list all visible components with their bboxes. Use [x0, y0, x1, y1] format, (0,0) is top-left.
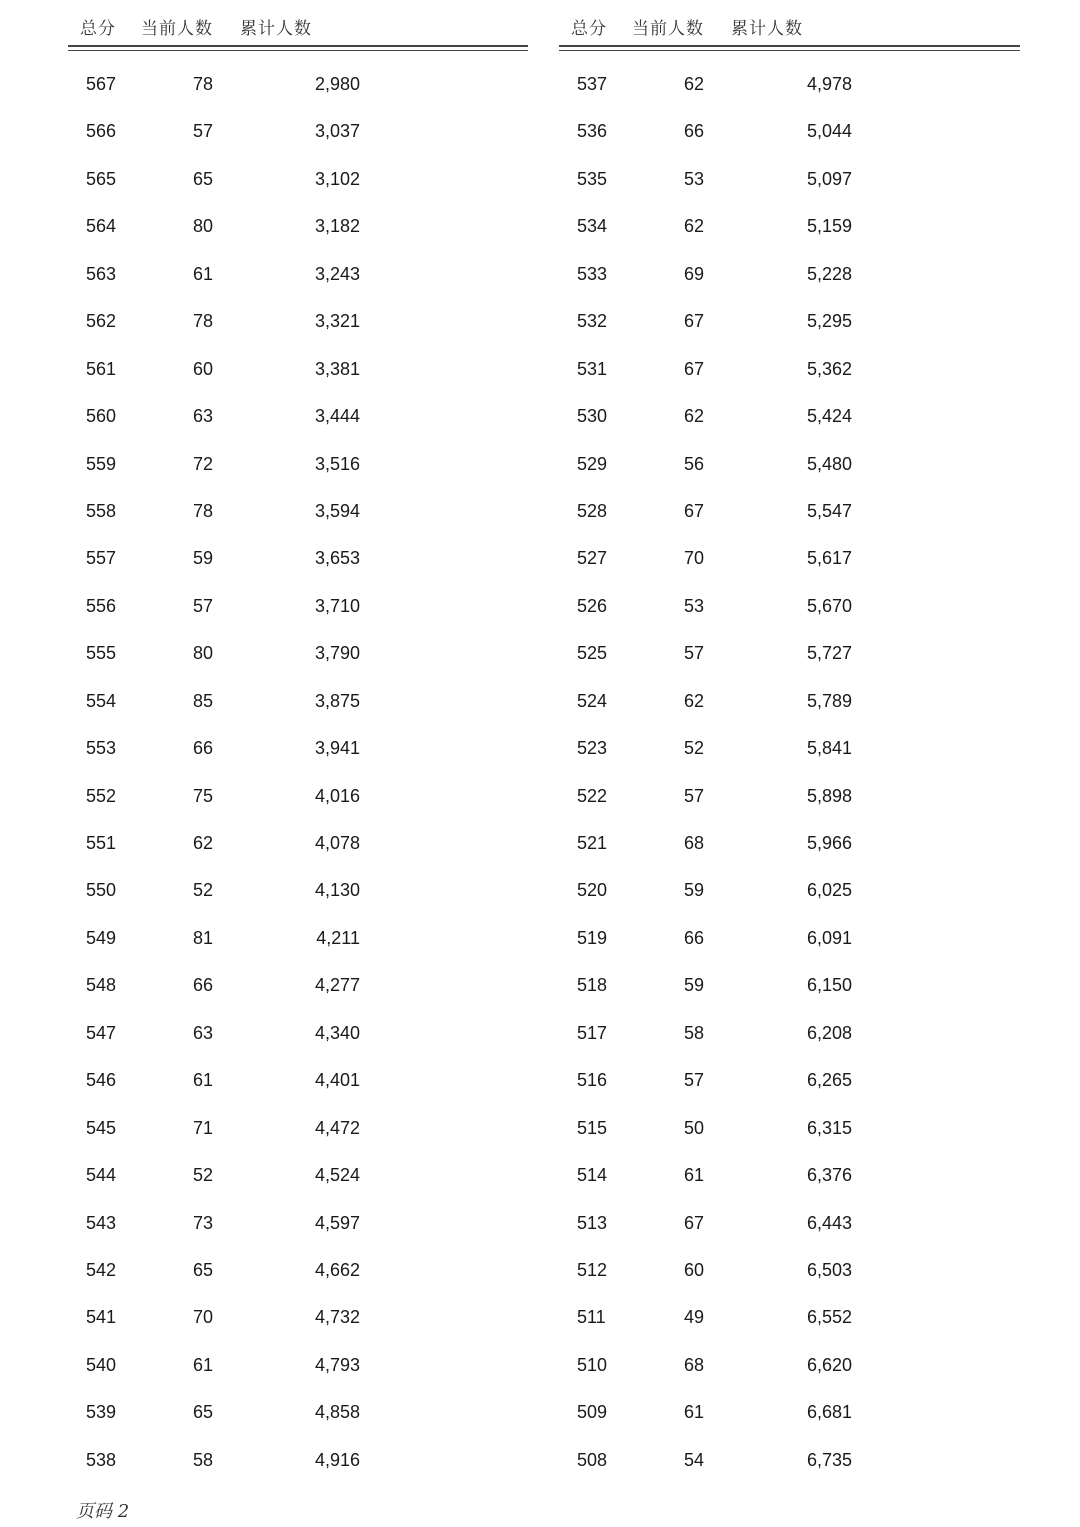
table-row	[559, 963, 1020, 1010]
cell-cumulative-count: 3,102	[314, 168, 360, 189]
table-row	[559, 1201, 1020, 1248]
table-row	[559, 916, 1020, 963]
cell-current-count: 80	[193, 643, 214, 664]
cell-current-count: 75	[193, 785, 214, 806]
cell-current-count: 59	[684, 880, 705, 901]
table-row	[68, 916, 528, 963]
cell-cumulative-count: 6,376	[806, 1165, 852, 1186]
cell-current-count: 59	[193, 548, 214, 569]
table-row	[68, 1343, 528, 1390]
cell-total-score: 519	[577, 927, 608, 948]
cell-current-count: 81	[193, 927, 214, 948]
page-number: 页码 2	[76, 1501, 130, 1522]
cell-cumulative-count: 3,653	[314, 548, 360, 569]
table-row	[68, 963, 528, 1010]
cell-current-count: 68	[684, 833, 705, 853]
header-rule-bottom	[68, 50, 528, 51]
table-row	[559, 1438, 1020, 1485]
cell-cumulative-count: 5,097	[806, 168, 852, 189]
cell-current-count: 58	[684, 1022, 705, 1043]
cell-total-score: 522	[577, 785, 608, 806]
table-header-left	[68, 0, 528, 44]
cell-current-count: 85	[193, 690, 214, 711]
cell-total-score: 512	[577, 1259, 608, 1280]
cell-total-score: 543	[86, 1212, 117, 1233]
table-row	[68, 347, 528, 394]
table-row	[559, 299, 1020, 346]
cell-total-score: 536	[577, 121, 608, 142]
cell-total-score: 563	[86, 263, 117, 284]
cell-cumulative-count: 4,401	[314, 1070, 360, 1091]
cell-total-score: 510	[577, 1354, 608, 1375]
cell-total-score: 549	[86, 927, 117, 948]
cell-current-count: 70	[684, 548, 705, 569]
cell-current-count: 65	[193, 1402, 214, 1423]
table-row	[559, 109, 1020, 156]
cell-total-score: 560	[86, 406, 117, 427]
cell-total-score: 520	[577, 880, 608, 901]
cell-current-count: 53	[684, 168, 705, 189]
cell-cumulative-count: 6,735	[806, 1449, 852, 1470]
cell-total-score: 534	[577, 216, 608, 237]
cell-total-score: 526	[577, 595, 608, 616]
cell-total-score: 566	[86, 121, 117, 142]
table-row	[559, 631, 1020, 678]
cell-total-score: 532	[577, 311, 608, 332]
table-row	[68, 252, 528, 299]
cell-cumulative-count: 3,941	[314, 738, 360, 759]
cell-cumulative-count: 3,243	[314, 263, 360, 284]
cell-total-score: 513	[577, 1212, 608, 1233]
cell-current-count: 62	[193, 833, 214, 853]
table-row	[68, 109, 528, 156]
cell-total-score: 547	[86, 1022, 117, 1043]
cell-total-score: 567	[86, 74, 117, 94]
table-row	[68, 631, 528, 678]
table-row	[559, 1106, 1020, 1153]
cell-current-count: 78	[193, 74, 214, 94]
cell-cumulative-count: 4,916	[314, 1449, 360, 1470]
header-current-count: 当前人数	[141, 19, 213, 39]
table-row	[68, 868, 528, 915]
cell-current-count: 58	[193, 1449, 214, 1470]
cell-cumulative-count: 5,044	[806, 121, 852, 142]
cell-cumulative-count: 6,681	[806, 1402, 852, 1423]
cell-total-score: 548	[86, 975, 117, 996]
cell-cumulative-count: 4,732	[314, 1307, 360, 1328]
cell-current-count: 57	[684, 785, 705, 806]
table-row	[68, 1058, 528, 1105]
header-total-score: 总分	[571, 19, 607, 39]
cell-current-count: 62	[684, 406, 705, 427]
cell-current-count: 60	[193, 358, 214, 379]
table-row	[68, 1390, 528, 1437]
table-row	[559, 679, 1020, 726]
cell-current-count: 65	[193, 168, 214, 189]
cell-cumulative-count: 6,208	[806, 1022, 852, 1043]
cell-current-count: 53	[684, 595, 705, 616]
cell-total-score: 538	[86, 1449, 117, 1470]
cell-total-score: 554	[86, 690, 117, 711]
cell-cumulative-count: 5,480	[806, 453, 852, 474]
cell-current-count: 57	[684, 1070, 705, 1091]
cell-cumulative-count: 6,620	[806, 1354, 852, 1375]
cell-current-count: 56	[684, 453, 705, 474]
cell-total-score: 529	[577, 453, 608, 474]
cell-current-count: 61	[193, 1070, 214, 1091]
cell-cumulative-count: 6,552	[806, 1307, 852, 1328]
table-row	[68, 726, 528, 773]
cell-current-count: 78	[193, 311, 214, 332]
header-cumulative-count: 累计人数	[240, 19, 312, 39]
cell-cumulative-count: 5,228	[806, 263, 852, 284]
cell-current-count: 68	[684, 1354, 705, 1375]
table-row	[559, 442, 1020, 489]
table-header-right	[559, 0, 1020, 44]
table-row	[68, 821, 528, 868]
cell-current-count: 61	[684, 1165, 705, 1186]
table-row	[559, 347, 1020, 394]
table-row	[68, 584, 528, 631]
table-row	[559, 157, 1020, 204]
cell-current-count: 66	[193, 738, 214, 759]
cell-cumulative-count: 4,472	[314, 1117, 360, 1138]
table-row	[559, 252, 1020, 299]
table-row	[559, 489, 1020, 536]
cell-current-count: 57	[193, 595, 214, 616]
cell-current-count: 49	[684, 1307, 705, 1328]
table-row	[559, 1058, 1020, 1105]
cell-total-score: 511	[577, 1307, 606, 1328]
table-row	[68, 489, 528, 536]
table-row	[68, 204, 528, 251]
cell-cumulative-count: 4,211	[316, 927, 360, 948]
cell-total-score: 528	[577, 500, 608, 521]
cell-current-count: 69	[684, 263, 705, 284]
cell-total-score: 515	[577, 1117, 608, 1138]
table-row	[559, 536, 1020, 583]
cell-current-count: 52	[684, 738, 705, 759]
table-body-left	[68, 62, 528, 1485]
cell-cumulative-count: 5,159	[806, 216, 852, 237]
table-row	[559, 394, 1020, 441]
cell-total-score: 514	[577, 1165, 608, 1186]
cell-cumulative-count: 4,597	[314, 1212, 360, 1233]
cell-cumulative-count: 5,617	[806, 548, 852, 569]
cell-cumulative-count: 4,277	[314, 975, 360, 996]
cell-cumulative-count: 5,670	[806, 595, 852, 616]
cell-cumulative-count: 3,594	[314, 500, 360, 521]
cell-total-score: 546	[86, 1070, 117, 1091]
cell-total-score: 508	[577, 1449, 608, 1470]
table-body-right	[559, 62, 1020, 1485]
cell-cumulative-count: 3,381	[314, 358, 360, 379]
cell-cumulative-count: 2,980	[314, 74, 360, 94]
table-row	[559, 1248, 1020, 1295]
cell-current-count: 78	[193, 500, 214, 521]
cell-total-score: 533	[577, 263, 608, 284]
cell-total-score: 539	[86, 1402, 117, 1423]
table-row	[68, 1295, 528, 1342]
cell-cumulative-count: 3,710	[314, 595, 360, 616]
cell-total-score: 565	[86, 168, 117, 189]
cell-current-count: 62	[684, 74, 705, 94]
cell-current-count: 67	[684, 358, 705, 379]
cell-total-score: 553	[86, 738, 117, 759]
cell-total-score: 541	[86, 1307, 117, 1328]
table-row	[68, 1011, 528, 1058]
cell-total-score: 524	[577, 690, 608, 711]
cell-current-count: 67	[684, 500, 705, 521]
cell-current-count: 63	[193, 1022, 214, 1043]
table-row	[68, 157, 528, 204]
cell-current-count: 61	[684, 1402, 705, 1423]
cell-total-score: 555	[86, 643, 117, 664]
cell-current-count: 59	[684, 975, 705, 996]
table-row	[68, 1153, 528, 1200]
cell-total-score: 561	[86, 358, 117, 379]
cell-total-score: 545	[86, 1117, 117, 1138]
cell-current-count: 66	[684, 927, 705, 948]
table-row	[559, 204, 1020, 251]
cell-cumulative-count: 5,841	[806, 738, 852, 759]
cell-cumulative-count: 6,315	[806, 1117, 852, 1138]
cell-current-count: 67	[684, 1212, 705, 1233]
cell-total-score: 557	[86, 548, 117, 569]
cell-cumulative-count: 3,516	[314, 453, 360, 474]
cell-total-score: 542	[86, 1259, 117, 1280]
cell-current-count: 66	[193, 975, 214, 996]
cell-cumulative-count: 4,130	[314, 880, 360, 901]
cell-cumulative-count: 4,078	[314, 833, 360, 853]
cell-total-score: 535	[577, 168, 608, 189]
cell-total-score: 531	[577, 358, 608, 379]
cell-total-score: 509	[577, 1402, 608, 1423]
cell-current-count: 70	[193, 1307, 214, 1328]
cell-cumulative-count: 4,524	[314, 1165, 360, 1186]
cell-cumulative-count: 5,547	[806, 500, 852, 521]
cell-cumulative-count: 6,265	[806, 1070, 852, 1091]
cell-total-score: 518	[577, 975, 608, 996]
cell-total-score: 562	[86, 311, 117, 332]
cell-total-score: 564	[86, 216, 117, 237]
cell-cumulative-count: 5,789	[806, 690, 852, 711]
cell-current-count: 61	[193, 1354, 214, 1375]
cell-current-count: 62	[684, 216, 705, 237]
table-row	[68, 62, 528, 109]
cell-cumulative-count: 6,150	[806, 975, 852, 996]
cell-cumulative-count: 5,727	[806, 643, 852, 664]
cell-total-score: 556	[86, 595, 117, 616]
table-row	[68, 1438, 528, 1485]
table-row	[68, 774, 528, 821]
cell-cumulative-count: 6,091	[806, 927, 852, 948]
cell-total-score: 530	[577, 406, 608, 427]
cell-cumulative-count: 4,016	[314, 785, 360, 806]
cell-current-count: 61	[193, 263, 214, 284]
header-rule-top	[559, 45, 1020, 47]
cell-cumulative-count: 3,037	[314, 121, 360, 142]
table-row	[68, 1248, 528, 1295]
cell-current-count: 60	[684, 1259, 705, 1280]
cell-cumulative-count: 4,793	[314, 1354, 360, 1375]
cell-current-count: 62	[684, 690, 705, 711]
cell-cumulative-count: 5,966	[806, 833, 852, 853]
table-row	[68, 1201, 528, 1248]
table-row	[559, 868, 1020, 915]
cell-total-score: 558	[86, 500, 117, 521]
header-current-count: 当前人数	[632, 19, 704, 39]
cell-total-score: 552	[86, 785, 117, 806]
cell-current-count: 52	[193, 1165, 214, 1186]
cell-current-count: 73	[193, 1212, 214, 1233]
table-row	[559, 584, 1020, 631]
cell-total-score: 544	[86, 1165, 117, 1186]
table-row	[559, 1390, 1020, 1437]
cell-total-score: 521	[577, 833, 608, 853]
cell-current-count: 65	[193, 1259, 214, 1280]
cell-current-count: 67	[684, 311, 705, 332]
table-row	[559, 821, 1020, 868]
table-row	[559, 726, 1020, 773]
table-row	[68, 679, 528, 726]
cell-total-score: 550	[86, 880, 117, 901]
cell-cumulative-count: 3,444	[314, 406, 360, 427]
cell-current-count: 50	[684, 1117, 705, 1138]
cell-cumulative-count: 4,978	[806, 74, 852, 94]
score-table-left	[68, 0, 528, 1470]
cell-total-score: 523	[577, 738, 608, 759]
table-row	[559, 1343, 1020, 1390]
cell-cumulative-count: 5,295	[806, 311, 852, 332]
table-row	[68, 442, 528, 489]
cell-total-score: 517	[577, 1022, 608, 1043]
table-row	[68, 299, 528, 346]
cell-current-count: 57	[193, 121, 214, 142]
table-row	[68, 536, 528, 583]
cell-current-count: 72	[193, 453, 214, 474]
cell-cumulative-count: 3,790	[314, 643, 360, 664]
table-row	[559, 774, 1020, 821]
cell-cumulative-count: 6,443	[806, 1212, 852, 1233]
header-total-score: 总分	[80, 19, 116, 39]
table-row	[68, 1106, 528, 1153]
cell-cumulative-count: 6,503	[806, 1259, 852, 1280]
cell-cumulative-count: 3,875	[314, 690, 360, 711]
header-cumulative-count: 累计人数	[731, 19, 803, 39]
cell-total-score: 527	[577, 548, 608, 569]
cell-cumulative-count: 4,858	[314, 1402, 360, 1423]
cell-cumulative-count: 4,662	[314, 1259, 360, 1280]
cell-cumulative-count: 5,424	[806, 406, 852, 427]
cell-cumulative-count: 3,182	[314, 216, 360, 237]
cell-total-score: 537	[577, 74, 608, 94]
header-rule-bottom	[559, 50, 1020, 51]
cell-cumulative-count: 3,321	[314, 311, 360, 332]
cell-total-score: 540	[86, 1354, 117, 1375]
cell-current-count: 57	[684, 643, 705, 664]
table-row	[559, 62, 1020, 109]
cell-total-score: 551	[86, 833, 117, 853]
table-row	[559, 1153, 1020, 1200]
header-rule-top	[68, 45, 528, 47]
table-row	[559, 1295, 1020, 1342]
cell-total-score: 516	[577, 1070, 608, 1091]
table-row	[68, 394, 528, 441]
cell-total-score: 559	[86, 453, 117, 474]
cell-current-count: 63	[193, 406, 214, 427]
cell-cumulative-count: 6,025	[806, 880, 852, 901]
score-table-right	[559, 0, 1020, 1470]
cell-current-count: 80	[193, 216, 214, 237]
cell-cumulative-count: 5,898	[806, 785, 852, 806]
cell-total-score: 525	[577, 643, 608, 664]
cell-current-count: 54	[684, 1449, 705, 1470]
cell-cumulative-count: 4,340	[314, 1022, 360, 1043]
table-row	[559, 1011, 1020, 1058]
cell-cumulative-count: 5,362	[806, 358, 852, 379]
cell-current-count: 71	[193, 1117, 214, 1138]
cell-current-count: 66	[684, 121, 705, 142]
cell-current-count: 52	[193, 880, 214, 901]
